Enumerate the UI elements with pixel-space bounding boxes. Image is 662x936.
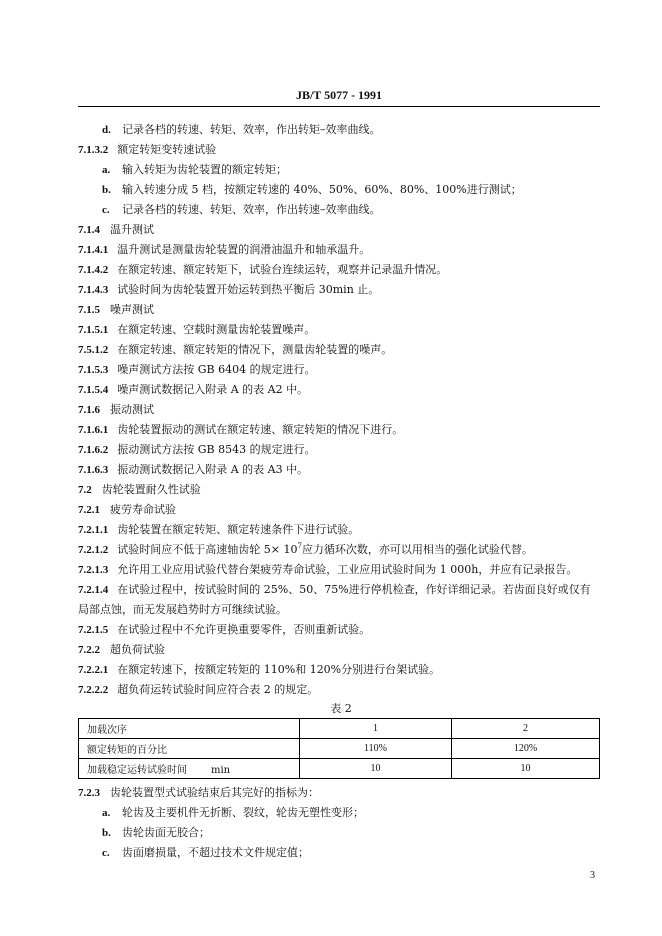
clause-line [78,360,600,380]
clause-line [78,620,600,640]
clause-text: 输入转速分成 5 档，按额定转速的 40%、50%、60%、80%、100%进行测试； [122,183,522,196]
clause-text: 振动测试数据记入附录 A 的表 A3 中。 [117,463,309,476]
list-item [78,823,600,843]
clause-number: 7.1.5.4 [78,384,109,396]
section-block-4 [78,783,600,863]
clause-number: 7.1.3.2 [78,144,109,156]
clause-line [78,340,600,360]
list-item [78,180,600,200]
clause-line [78,783,600,803]
clause-text: 振动测试方法按 GB 8543 的规定进行。 [117,443,316,456]
exponent: 7 [297,542,302,550]
clause-text: 允许用工业应用试验代替台架疲劳寿命试验，工业应用试验时间为 1 000h，并应有记录报告。 [117,563,578,576]
clause-text: 齿轮装置耐久性试验 [101,483,201,496]
clause-line [78,480,600,500]
list-item [78,200,600,220]
clause-number: 7.1.6.2 [78,444,109,456]
item-label: b. [102,827,111,839]
clause-number: 7.1.4.1 [78,244,109,256]
clause-text: 记录各档的转速、转矩、效率，作出转速–效率曲线。 [122,203,381,216]
item-label: a. [102,164,111,176]
clause-text: 在额定转速、空载时测量齿轮装置噪声。 [117,323,316,336]
item-label: c. [102,847,110,859]
clause-7-2-1-4 [78,580,600,620]
document-body [78,120,600,863]
clause-text-pre: 试验时间应不低于高速轴齿轮 5× 10 [117,543,298,556]
clause-text: 额定转矩变转速试验 [117,143,217,156]
clause-text: 齿轮齿面无胶合； [122,826,210,839]
clause-text: 噪声测试 [110,303,154,316]
clause-number: 7.1.5 [78,304,100,316]
list-item [78,843,600,863]
list-item [78,160,600,180]
clause-text: 齿轮装置振动的测试在额定转速、额定转矩的情况下进行。 [117,423,404,436]
row-label-cell [79,759,300,779]
row-label-cell [79,719,300,739]
clause-number: 7.1.6.3 [78,464,109,476]
clause-number: 7.2.2.1 [78,664,109,676]
value-cell-2: 2 [452,719,600,739]
item-label: a. [102,807,111,819]
clause-number: 7.1.4.3 [78,284,109,296]
overload-table [78,718,600,779]
clause-text: 疲劳寿命试验 [110,503,176,516]
clause-line [78,460,600,480]
clause-number: 7.5.1.2 [78,344,109,356]
section-block-2 [78,560,600,580]
value-cell-2: 10 [452,759,600,779]
clause-line [78,260,600,280]
clause-text: 齿轮装置在额定转矩、额定转速条件下进行试验。 [117,523,360,536]
item-label: b. [102,184,111,196]
row-label: 额定转矩的百分比 [87,745,167,756]
clause-line [78,380,600,400]
clause-text: 振动测试 [110,403,154,416]
clause-text: 超负荷运转试验时间应符合表 2 的规定。 [117,683,319,696]
clause-text-post: 应力循环次数，亦可以用相当的强化试验代替。 [301,543,533,556]
clause-line [78,560,600,580]
value-cell-1: 10 [300,759,452,779]
item-label: c. [102,204,110,216]
item-label: d. [102,124,111,136]
clause-line [78,140,600,160]
clause-text: 记录各档的转速、转矩、效率，作出转矩–效率曲线。 [122,123,381,136]
clause-line [78,520,600,540]
section-block-3 [78,620,600,700]
list-item [78,803,600,823]
clause-line [78,680,600,700]
clause-line [78,440,600,460]
clause-7-2-1-2 [78,540,600,560]
clause-line [78,660,600,680]
row-label: 加载稳定运转试验时间 [87,765,187,776]
clause-text: 噪声测试方法按 GB 6404 的规定进行。 [117,363,316,376]
clause-number: 7.2.3 [78,787,100,799]
clause-text: 在额定转速下，按额定转矩的 110%和 120%分别进行台架试验。 [117,663,441,676]
row-label: 加载次序 [87,725,127,736]
clause-number: 7.2.1.4 [78,584,109,596]
table-row [79,739,600,759]
clause-number: 7.2 [78,484,92,496]
clause-text: 在试验过程中，按试验时间的 25%、50、75%进行停机检查，作好详细记录。若齿面良好或仅有局部点蚀，而无发展趋势时方可继续试验。 [78,583,591,616]
clause-number: 7.2.1.3 [78,564,109,576]
clause-text: 温升测试 [110,223,154,236]
value-cell-1: 110% [300,739,452,759]
clause-line [78,300,600,320]
clause-text: 超负荷试验 [110,643,165,656]
clause-text: 在额定转速、额定转矩的情况下，测量齿轮装置的噪声。 [117,343,393,356]
clause-number: 7.2.1.5 [78,624,109,636]
clause-line [78,500,600,520]
clause-line [78,220,600,240]
list-item [78,120,600,140]
table-caption: 表 2 [330,702,352,715]
clause-text: 齿轮装置型式试验结束后其完好的指标为： [110,786,319,799]
clause-number: 7.1.6 [78,404,100,416]
clause-text: 齿面磨损量，不超过技术文件规定值； [122,846,309,859]
clause-text: 试验时间为齿轮装置开始运转到热平衡后 30min 止。 [117,283,380,296]
clause-number: 7.1.6.1 [78,424,109,436]
clause-number: 7.2.1.1 [78,524,109,536]
clause-number: 7.2.2 [78,644,100,656]
clause-text: 在试验过程中不允许更换重要零件，否则重新试验。 [117,623,371,636]
clause-number: 7.2.1 [78,504,100,516]
clause-number: 7.2.1.2 [78,544,109,556]
section-block-1 [78,120,600,540]
value-cell-2: 120% [452,739,600,759]
clause-text: 轮齿及主要机件无折断、裂纹，轮齿无塑性变形； [122,806,364,819]
row-unit: min [211,765,231,776]
clause-text: 在额定转速、额定转矩下，试验台连续运转，观察并记录温升情况。 [117,263,448,276]
clause-text: 输入转矩为齿轮装置的额定转矩； [122,163,287,176]
header-divider [78,106,600,107]
table-row [79,719,600,739]
clause-line [78,280,600,300]
clause-number: 7.1.5.1 [78,324,109,336]
clause-number: 7.1.5.3 [78,364,109,376]
clause-line [78,640,600,660]
clause-text: 噪声测试数据记入附录 A 的表 A2 中。 [117,383,309,396]
clause-line [78,240,600,260]
standard-header: JB/T 5077 - 1991 [295,88,383,102]
clause-line [78,400,600,420]
clause-line [78,320,600,340]
clause-number: 7.2.2.2 [78,684,109,696]
page-number: 3 [590,870,595,881]
value-cell-1: 1 [300,719,452,739]
clause-line [78,420,600,440]
clause-number: 7.1.4 [78,224,100,236]
table-row [79,759,600,779]
clause-number: 7.1.4.2 [78,264,109,276]
row-label-cell [79,739,300,759]
clause-text: 温升测试是测量齿轮装置的润滑油温升和轴承温升。 [117,243,371,256]
